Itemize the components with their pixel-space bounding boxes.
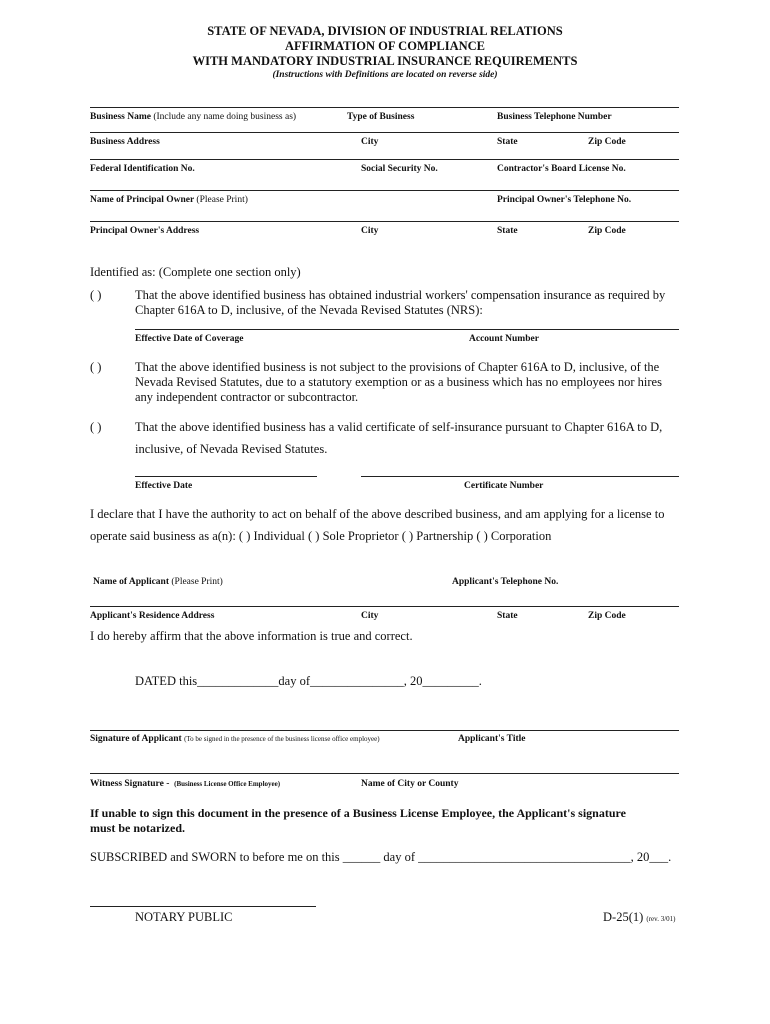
option3-text-line1: That the above identified business has a valid certificate of self-insurance pursuant to Chapter 616A to D, (135, 420, 663, 434)
effective-date-label: Effective Date (135, 481, 193, 491)
notarize-warning-line1: If unable to sign this document in the presence of a Business License Employee, the Applicant's signature (90, 806, 626, 820)
instructions-note: (Instructions with Definitions are located on reverse side) (272, 70, 498, 80)
applicant-residence-label: Applicant's Residence Address (90, 611, 215, 621)
applicant-residence-line[interactable] (90, 606, 679, 607)
business-zip-label: Zip Code (588, 137, 626, 147)
business-city-label: City (361, 137, 379, 147)
effective-date-line[interactable] (135, 476, 317, 477)
business-phone-label: Business Telephone Number (497, 112, 612, 122)
principal-owner-address-label: Principal Owner's Address (90, 226, 200, 236)
city-county-label: Name of City or County (361, 779, 459, 789)
form-title-requirements: WITH MANDATORY INDUSTRIAL INSURANCE REQUIREMENTS (192, 54, 578, 68)
contractor-license-label: Contractor's Board License No. (497, 164, 626, 174)
business-address-label: Business Address (90, 137, 160, 147)
type-of-business-label: Type of Business (347, 112, 415, 122)
applicant-city-label: City (361, 611, 379, 621)
identified-as-heading: Identified as: (Complete one section only) (90, 265, 301, 279)
applicant-name-label: Name of Applicant (Please Print) (93, 577, 223, 587)
certificate-number-label: Certificate Number (464, 481, 544, 491)
owner-city-label: City (361, 226, 379, 236)
account-number-label: Account Number (469, 334, 539, 344)
effective-date-coverage-label: Effective Date of Coverage (135, 334, 244, 344)
applicant-phone-label: Applicant's Telephone No. (452, 577, 559, 587)
coverage-line[interactable] (135, 329, 679, 330)
option3-checkbox[interactable]: ( ) (90, 420, 102, 434)
signature-label: Signature of Applicant (To be signed in the presence of the business license office employee) (90, 734, 380, 744)
subscribed-sworn-line[interactable]: SUBSCRIBED and SWORN to before me on this ______ day of __________________________________, 20___. (90, 850, 672, 864)
owner-zip-label: Zip Code (588, 226, 626, 236)
option2-text-line3: any independent contractor or subcontractor. (135, 390, 359, 404)
witness-line[interactable] (90, 773, 679, 774)
applicant-title-label: Applicant's Title (458, 734, 526, 744)
affirmation-statement: I do hereby affirm that the above information is true and correct. (90, 629, 413, 643)
principal-owner-address-line[interactable] (90, 221, 679, 222)
option2-text-line2: Nevada Revised Statutes, due to a statutory exemption or as a business which has no employees nor hires (135, 375, 662, 389)
business-state-label: State (497, 137, 518, 147)
form-number: D-25(1) (rev. 3/01) (603, 910, 676, 924)
option3-text-line2: inclusive, of Nevada Revised Statutes. (135, 442, 328, 456)
principal-owner-name-line[interactable] (90, 190, 679, 191)
principal-owner-name-label: Name of Principal Owner (Please Print) (90, 195, 248, 205)
certificate-number-line[interactable] (361, 476, 679, 477)
option2-checkbox[interactable]: ( ) (90, 360, 102, 374)
business-type-options[interactable]: operate said business as a(n): ( ) Individual ( ) Sole Proprietor ( ) Partnership ( ) Corporation (90, 529, 552, 543)
option1-text-line2: Chapter 616A to D, inclusive, of the Nevada Revised Statutes (NRS): (135, 303, 483, 317)
notary-signature-line[interactable] (90, 906, 316, 907)
federal-id-label: Federal Identification No. (90, 164, 195, 174)
business-name-line[interactable] (90, 107, 679, 108)
ssn-label: Social Security No. (361, 164, 438, 174)
owner-state-label: State (497, 226, 518, 236)
applicant-zip-label: Zip Code (588, 611, 626, 621)
form-title-affirmation: AFFIRMATION OF COMPLIANCE (285, 39, 485, 53)
dated-line[interactable]: DATED this_____________day of_______________, 20_________. (135, 674, 482, 688)
business-address-line[interactable] (90, 132, 679, 133)
signature-line[interactable] (90, 730, 679, 731)
option2-text-line1: That the above identified business is not subject to the provisions of Chapter 616A to D, inclusive, of the (135, 360, 660, 374)
witness-signature-label: Witness Signature - (Business License Office Employee) (90, 779, 281, 789)
notary-public-label: NOTARY PUBLIC (135, 910, 233, 924)
applicant-state-label: State (497, 611, 518, 621)
notarize-warning-line2: must be notarized. (90, 821, 185, 835)
federal-id-line[interactable] (90, 159, 679, 160)
principal-owner-phone-label: Principal Owner's Telephone No. (497, 195, 632, 205)
option1-checkbox[interactable]: ( ) (90, 288, 102, 302)
option1-text-line1: That the above identified business has obtained industrial workers' compensation insurance as required by (135, 288, 666, 302)
declaration-line1: I declare that I have the authority to act on behalf of the above described business, and am applying for a license to (90, 507, 665, 521)
form-title-agency: STATE OF NEVADA, DIVISION OF INDUSTRIAL RELATIONS (207, 24, 563, 38)
business-name-label: Business Name (Include any name doing business as) (90, 112, 297, 122)
